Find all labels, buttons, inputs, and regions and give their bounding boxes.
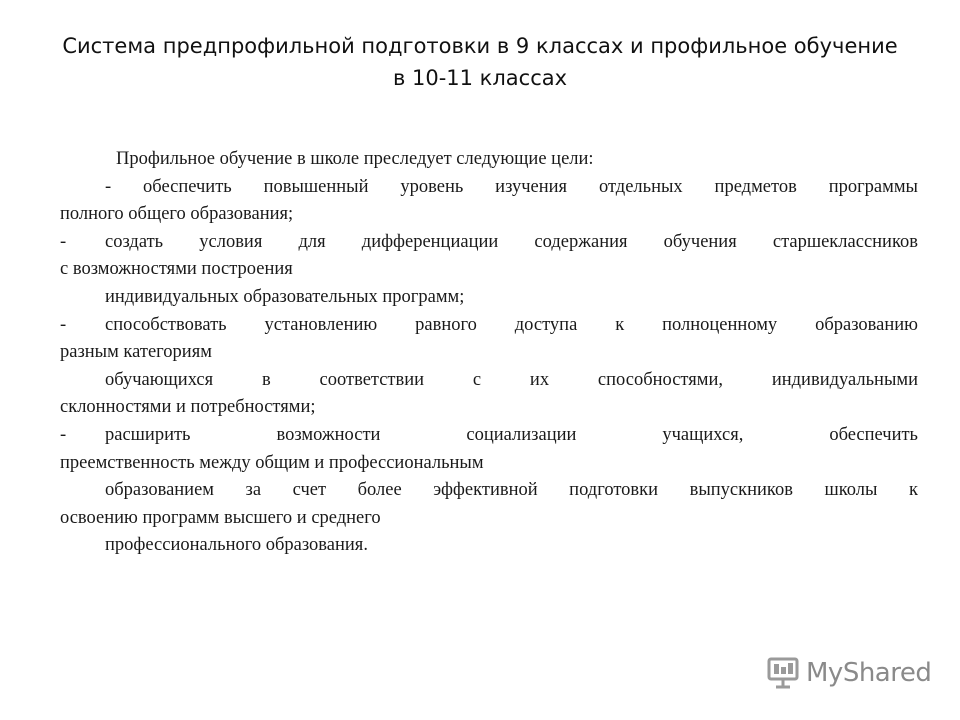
goal-3-line-2: разным категориям: [60, 342, 212, 363]
goal-4-line-5: профессионального образования.: [105, 535, 368, 556]
myshared-watermark-text: MyShared: [806, 658, 932, 688]
goal-1-line-1: - обеспечить повышенный уровень изучения отдельных предметов программы: [105, 176, 918, 197]
intro-line: Профильное обучение в школе преследует следующие цели:: [116, 149, 594, 169]
goal-2-line-1: [60, 229, 918, 257]
goal-2-dash: -: [60, 231, 67, 252]
goal-4-line-2: преемственность между общим и профессиональным: [60, 452, 484, 473]
goal-1-line-2: полного общего образования;: [60, 204, 294, 225]
goal-2-line-3: индивидуальных образовательных программ;: [105, 286, 465, 307]
slide-title-line-1: Система предпрофильной подготовки в 9 классах и профильное обучение: [62, 34, 898, 58]
goal-4-dash: -: [60, 424, 67, 445]
slide-title-line-2: в 10-11 классах: [392, 66, 568, 90]
goal-4-line-3: образованием за счет более эффективной подготовки выпускников школы к: [105, 480, 918, 501]
goal-4-text-1: расширить возможности социализации учащихся, обеспечить: [105, 424, 918, 445]
myshared-watermark: [766, 656, 931, 690]
goal-3-line-1: [60, 312, 918, 340]
goal-2-text-1: создать условия для дифференциации содержания обучения старшеклассников: [105, 231, 918, 252]
slide-title: [40, 30, 920, 94]
goal-3-line-3: обучающихся в соответствии с их способностями, индивидуальными: [105, 369, 918, 390]
goal-3-text-1: способствовать установлению равного доступа к полноценному образованию: [105, 314, 918, 335]
goal-3-line-4: склонностями и потребностями;: [60, 397, 316, 418]
slide-body: [60, 146, 918, 560]
myshared-logo-icon: [766, 656, 800, 690]
goal-2-line-2: с возможностями построения: [60, 259, 293, 280]
goal-3-dash: -: [60, 314, 67, 335]
goal-4-line-4: освоению программ высшего и среднего: [60, 507, 381, 528]
goal-4-line-1: [60, 422, 918, 450]
